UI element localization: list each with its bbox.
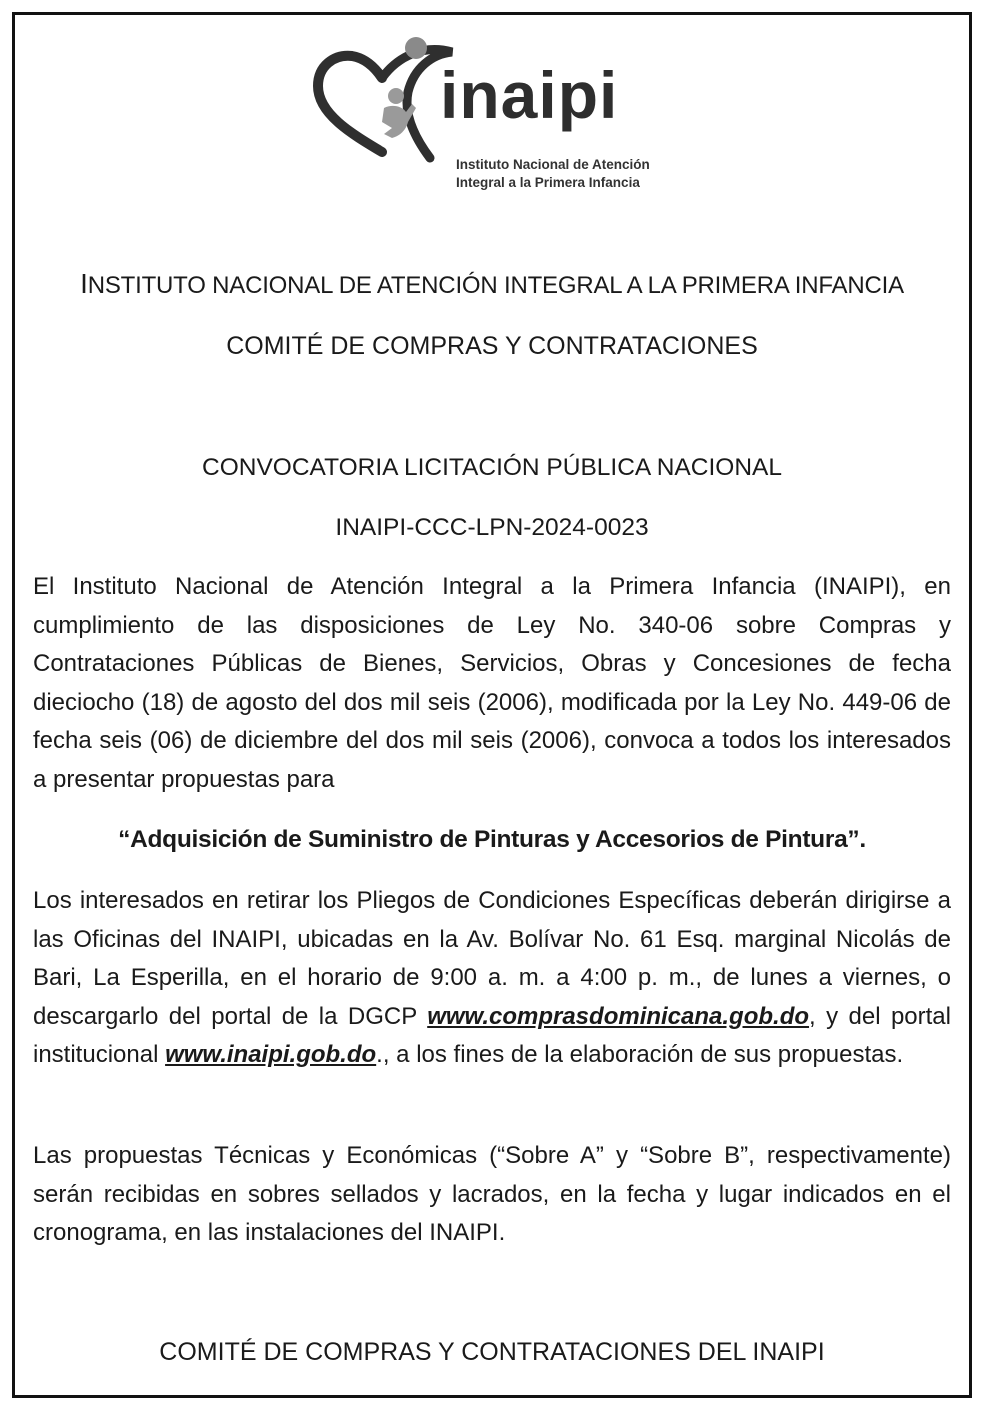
inaipi-logo: [312, 34, 672, 194]
institution-heading-rest: NSTITUTO NACIONAL DE ATENCIÓN INTEGRAL A LA PRIMERA INFANCIA: [87, 272, 904, 299]
procurement-title: “Adquisición de Suministro de Pinturas y Accesorios de Pintura”.: [118, 826, 866, 853]
logo-wordmark: inaipi: [440, 58, 619, 132]
institution-heading-initial: I: [80, 268, 88, 299]
notice-code: INAIPI-CCC-LPN-2024-0023: [335, 514, 649, 541]
instructions-text-b: , y del portal institucional: [33, 1002, 951, 1068]
intro-paragraph: El Instituto Nacional de Atención Integral a la Primera Infancia (INAIPI), en cumplimiento de las disposiciones de Ley No. 340-06 sobre Compras y Contrataciones Públicas de Bienes, Servicios, Obras y Concesiones de fecha dieciocho (18) de agosto del dos mil seis (2006), modificada por la Ley No. 449-06 de fecha seis (06) de diciembre del dos mil seis (2006), convoca a todos los interesados a presentar propuestas para: [33, 573, 951, 793]
instructions-text-c: ., a los fines de la elaboración de sus propuestas.: [376, 1041, 904, 1068]
logo-subtitle-line2: Integral a la Primera Infancia: [456, 175, 640, 190]
committee-heading: COMITÉ DE COMPRAS Y CONTRATACIONES: [226, 332, 758, 360]
compras-portal-link[interactable]: www.comprasdominicana.gob.do: [427, 1002, 810, 1030]
notice-title: CONVOCATORIA LICITACIÓN PÚBLICA NACIONAL: [202, 454, 782, 481]
instructions-text-a: Los interesados en retirar los Pliegos de Condiciones Específicas deberán dirigirse a las Oficinas del INAIPI, ubicadas en la Av. Bolívar No. 61 Esq. marginal Nicolás de Bari, La Esperilla, en el horario de 9:00 a. m. a 4:00 p. m., de lunes a viernes, o descargarlo del portal de la DGCP: [33, 887, 951, 1030]
instructions-paragraph: [33, 882, 951, 1075]
proposals-paragraph: Las propuestas Técnicas y Económicas (“Sobre A” y “Sobre B”, respectivamente) serán recibidas en sobres sellados y lacrados, en la fecha y lugar indicados en el cronograma, en las instalaciones del INAIPI.: [33, 1142, 951, 1246]
logo-subtitle-line1: Instituto Nacional de Atención: [456, 157, 650, 172]
footer-signature: COMITÉ DE COMPRAS Y CONTRATACIONES DEL INAIPI: [159, 1338, 825, 1366]
inaipi-portal-link[interactable]: www.inaipi.gob.do: [165, 1041, 377, 1068]
institution-heading: [30, 268, 954, 300]
